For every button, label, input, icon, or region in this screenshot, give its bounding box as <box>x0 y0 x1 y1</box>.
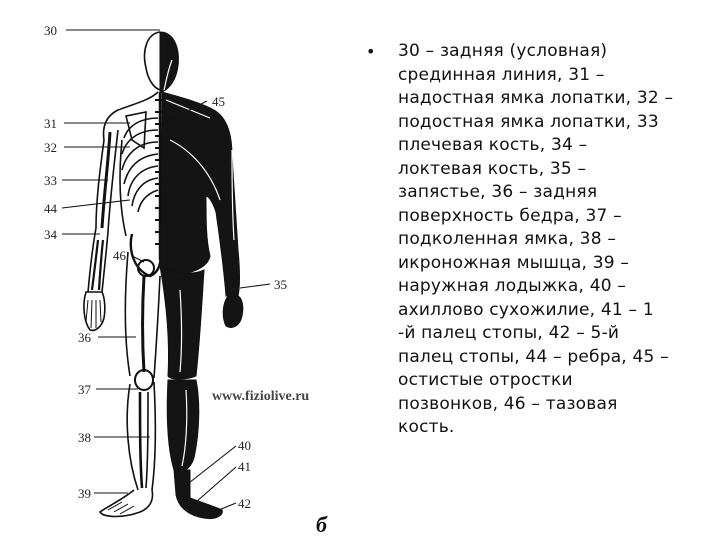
label-40: 40 <box>238 438 251 453</box>
skeleton-half <box>84 32 165 517</box>
label-42: 42 <box>238 496 251 511</box>
label-32: 32 <box>44 140 57 155</box>
label-35: 35 <box>274 277 287 292</box>
label-31: 31 <box>44 116 57 131</box>
leader-35 <box>240 284 270 288</box>
label-38: 38 <box>78 430 91 445</box>
label-39: 39 <box>78 486 91 501</box>
label-34: 34 <box>44 227 57 242</box>
label-37: 37 <box>78 382 91 397</box>
label-45: 45 <box>212 94 225 109</box>
panel-letter: б <box>316 512 327 537</box>
bullet-marker: • <box>366 42 376 61</box>
label-33: 33 <box>44 173 57 188</box>
label-30: 30 <box>44 23 57 38</box>
label-46: 46 <box>113 248 126 263</box>
caption-text: 30 – задняя (условная) срединная линия, 31 – надостная ямка лопатки, 32 – подостная ямка лопатки, 33 плечевая кость, 34 – локтевая кость, 35 – запястье, 36 – задняя поверхность бедра, 37 – подколенная ямка, 38 – икроножная мышца, 39 – наружная лодыжка, 40 – ахиллово сухожилие, 41 – 1 -й палец стопы, 42 – 5-й палец стопы, 44 – ребра, 45 – остистые отростки позвонков, 46 – тазовая кость. <box>398 41 674 437</box>
label-36: 36 <box>78 330 91 345</box>
watermark: www.fiziolive.ru <box>212 389 310 404</box>
label-44: 44 <box>44 201 57 216</box>
leader-44 <box>62 200 130 208</box>
caption-list-item <box>366 40 676 440</box>
label-41: 41 <box>238 459 251 474</box>
muscle-half <box>160 32 243 519</box>
